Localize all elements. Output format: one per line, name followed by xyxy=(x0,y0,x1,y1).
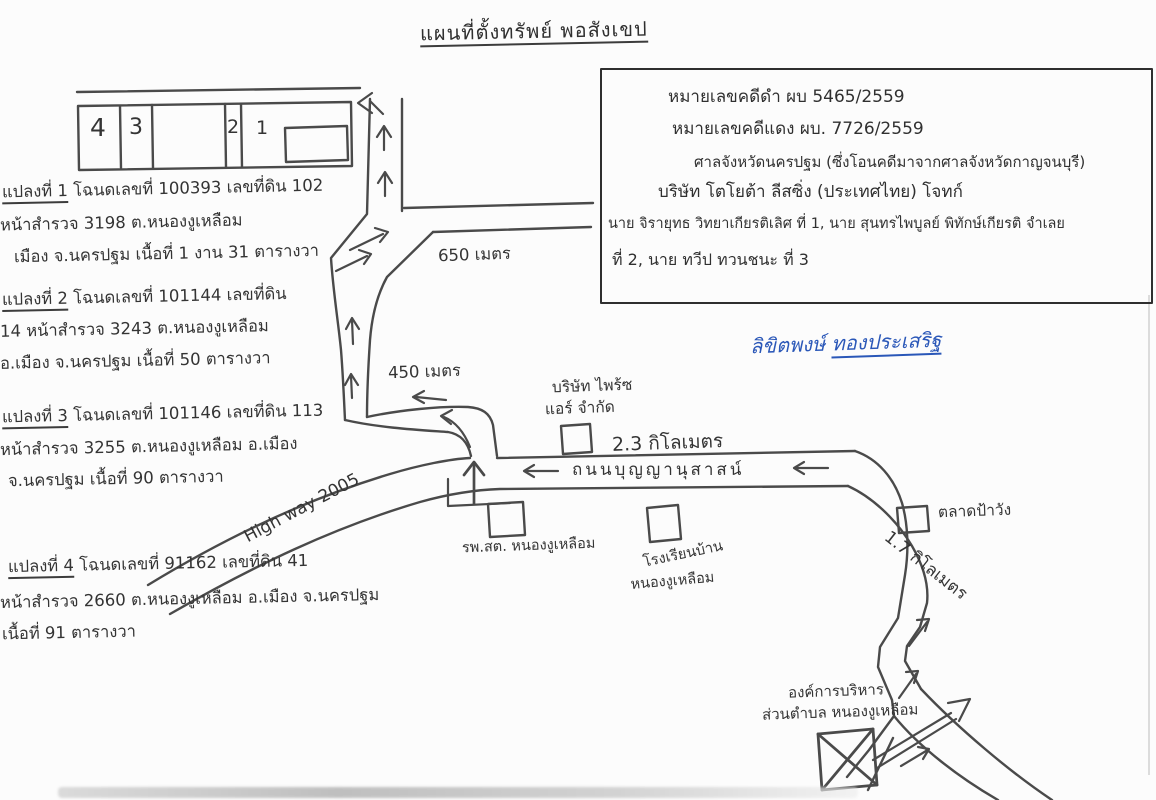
parcel-2-deed: โฉนดเลขที่ 101144 เลขที่ดิน xyxy=(72,284,287,308)
parcel-3-deed: โฉนดเลขที่ 101146 เลขที่ดิน 113 xyxy=(72,400,324,425)
company-label-2: แอร์ จำกัด xyxy=(544,397,616,419)
sao-label-1: องค์การบริหาร xyxy=(787,680,885,702)
strip-cell-4: 4 xyxy=(90,113,106,142)
scan-smudge-bottom xyxy=(58,787,858,798)
parcel-3-line-3: จ.นครปฐม เนื้อที่ 90 ตารางวา xyxy=(7,466,224,491)
parcel-2-line-2: 14 หน้าสำรวจ 3243 ต.หนองงูเหลือม xyxy=(0,316,269,341)
parcel-4-line-2: หน้าสำรวจ 2660 ต.หนองงูเหลือม อ.เมือง จ.นครปฐม xyxy=(0,585,380,612)
parcel-4-line-3: เนื้อที่ 91 ตารางวา xyxy=(1,621,137,644)
distance-450m-label: 450 เมตร xyxy=(387,360,462,383)
strip-cell-1: 1 xyxy=(256,117,269,139)
distance-2-3km-label: 2.3 กิโลเมตร xyxy=(611,430,724,456)
blue-annotation-word-2: ทองประเสริฐ xyxy=(831,328,942,359)
defendants-line-2: ที่ 2, นาย ทวีป ทวนชนะ ที่ 3 xyxy=(612,250,809,269)
defendants-line-1: นาย จิรายุทธ วิทยาเกียรติเลิศ ที่ 1, นาย สุนทรไพบูลย์ พิทักษ์เกียรติ จำเลย xyxy=(608,216,1065,232)
parcel-1-line-3: เมือง จ.นครปฐม เนื้อที่ 1 งาน 31 ตารางวา xyxy=(13,240,320,267)
parcel-1-line-2: หน้าสำรวจ 3198 ต.หนองงูเหลือม xyxy=(0,210,243,235)
case-number-red: หมายเลขคดีแดง ผบ. 7726/2559 xyxy=(672,119,924,139)
plaintiff-line: บริษัท โตโยต้า ลีสซิ่ง (ประเทศไทย) โจทก์ xyxy=(658,182,963,202)
school-label-2: หนองงูเหลือม xyxy=(629,569,716,593)
road-name-label: ถนนบุญญานุสาสน์ xyxy=(572,460,745,480)
parcel-3-line-2: หน้าสำรวจ 3255 ต.หนองงูเหลือม อ.เมือง xyxy=(0,433,298,460)
school-label-1: โรงเรียนบ้าน xyxy=(641,538,725,571)
highway-label: High way 2005 xyxy=(240,469,363,547)
parcel-1-deed: โฉนดเลขที่ 100393 เลขที่ดิน 102 xyxy=(72,175,324,200)
parcel-4-label: แปลงที่ 4 xyxy=(8,556,74,579)
distance-650m-label: 650 เมตร xyxy=(437,243,512,266)
sao-label-2: ส่วนตำบล หนองงูเหลือม xyxy=(761,700,919,724)
page-title: แผนที่ตั้งทรัพย์ พอสังเขป xyxy=(419,16,648,46)
parcel-3-label: แปลงที่ 3 xyxy=(2,406,68,429)
distance-1-7km-label: 1.7 กิโลเมตร xyxy=(880,527,971,605)
parcel-1-label: แปลงที่ 1 xyxy=(2,181,68,204)
case-number-black: หมายเลขคดีดำ ผบ 5465/2559 xyxy=(668,87,905,107)
parcel-4-line-1 xyxy=(8,552,309,576)
parcel-2-line-1 xyxy=(2,285,287,309)
parcel-4-deed: โฉนดเลขที่ 91162 เลขที่ดิน 41 xyxy=(78,550,309,575)
parcel-2-line-3: อ.เมือง จ.นครปฐม เนื้อที่ 50 ตารางวา xyxy=(0,348,271,373)
market-label: ตลาดป้าวัง xyxy=(937,500,1012,522)
blue-annotation-word-1: ลิขิตพงษ์ xyxy=(749,331,826,359)
court-line: ศาลจังหวัดนครปฐม (ซึ่งโอนคดีมาจากศาลจังหวัดกาญจนบุรี) xyxy=(694,153,1086,171)
strip-cell-3: 3 xyxy=(129,115,143,140)
hospital-label: รพ.สต. หนองงูเหลือม xyxy=(461,535,596,557)
company-label-1: บริษัท ไพร้ซ xyxy=(551,375,633,397)
parcel-3-line-1 xyxy=(2,402,324,427)
blue-annotation xyxy=(750,329,942,358)
case-info-box xyxy=(600,68,1153,304)
parcel-1-line-1 xyxy=(2,177,324,202)
strip-cell-2: 2 xyxy=(227,116,240,138)
parcel-2-label: แปลงที่ 2 xyxy=(2,289,68,312)
